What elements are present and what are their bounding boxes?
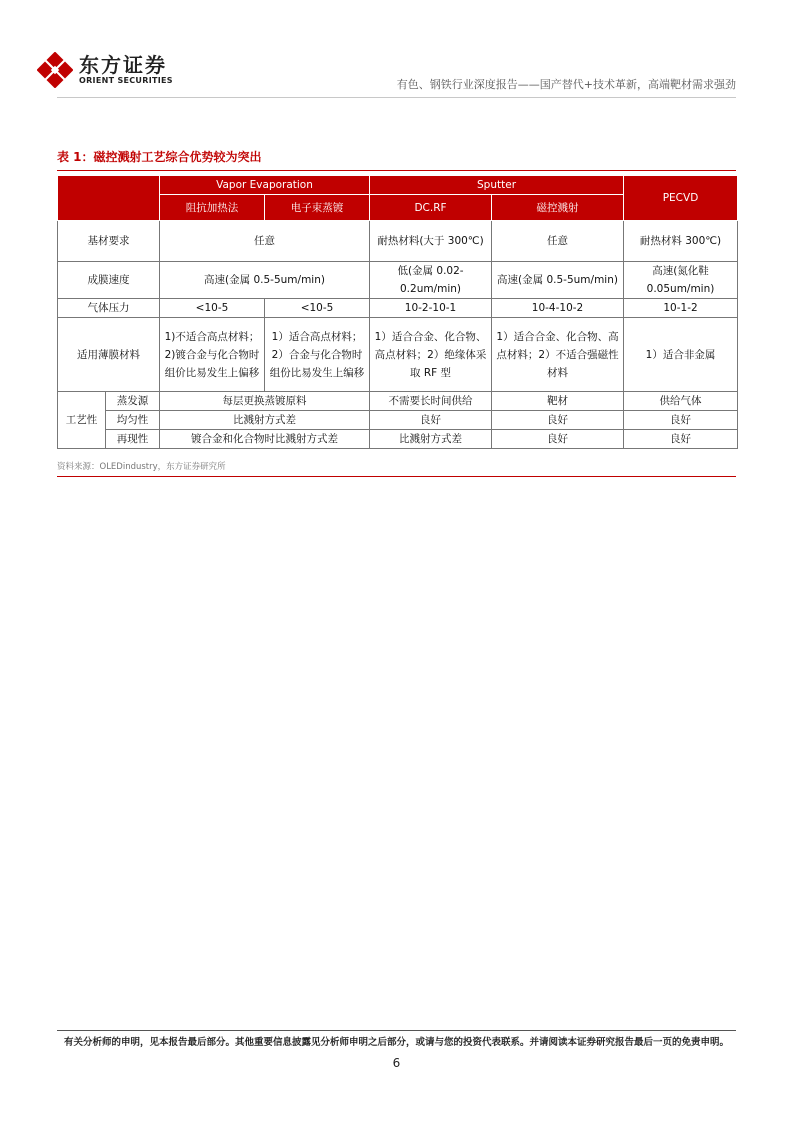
cell-process-magnetron: 良好 bbox=[492, 411, 624, 430]
table-row bbox=[58, 430, 738, 449]
cell-film-dcrf: 1）适合合金、化合物、高点材料；2）绝缘体采取 RF 型 bbox=[370, 318, 492, 392]
cell-process-magnetron: 良好 bbox=[492, 430, 624, 449]
header-vapor: Vapor Evaporation bbox=[160, 176, 370, 195]
cell-process-pecvd: 供给气体 bbox=[624, 392, 738, 411]
orient-logo-icon bbox=[37, 52, 73, 88]
cell-film-magnetron: 1）适合合金、化合物、高点材料；2）不适合强磁性材料 bbox=[492, 318, 624, 392]
process-item-label: 均匀性 bbox=[106, 411, 160, 430]
process-item-label: 再现性 bbox=[106, 430, 160, 449]
cell-pressure-resist: <10-5 bbox=[160, 299, 265, 318]
source-divider bbox=[57, 476, 736, 477]
header-resist: 阻抗加热法 bbox=[160, 195, 265, 221]
footer-disclaimer: 有关分析师的申明，见本报告最后部分。其他重要信息披露见分析师申明之后部分，或请与您的投资代表联系。并请阅读本证券研究报告最后一页的免责申明。 bbox=[63, 1037, 729, 1048]
cell-process-dcrf: 良好 bbox=[370, 411, 492, 430]
table-row bbox=[58, 262, 738, 299]
table-row bbox=[58, 392, 738, 411]
table-row bbox=[58, 318, 738, 392]
header-sputter: Sputter bbox=[370, 176, 624, 195]
row-label-process: 工艺性 bbox=[58, 392, 106, 449]
cell-process-magnetron: 靶材 bbox=[492, 392, 624, 411]
cell-pressure-ebeam: <10-5 bbox=[265, 299, 370, 318]
caption-divider bbox=[57, 170, 736, 171]
footer-divider bbox=[57, 1030, 736, 1031]
header-magnetron: 磁控溅射 bbox=[492, 195, 624, 221]
header-pecvd: PECVD bbox=[624, 176, 738, 221]
header-divider bbox=[57, 97, 736, 98]
cell-pressure-dcrf: 10-2-10-1 bbox=[370, 299, 492, 318]
row-label-pressure: 气体压力 bbox=[58, 299, 160, 318]
logo-english-name: ORIENT SECURITIES bbox=[79, 76, 173, 85]
report-title: 有色、钢铁行业深度报告——国产替代+技术革新，高端靶材需求强劲 bbox=[396, 78, 736, 91]
row-label-film: 适用薄膜材料 bbox=[58, 318, 160, 392]
header-dcrf: DC.RF bbox=[370, 195, 492, 221]
cell-film-resist: 1)不适合高点材料；2)镀合金与化合物时组价比易发生上偏移 bbox=[160, 318, 265, 392]
header-ebeam: 电子束蒸镀 bbox=[265, 195, 370, 221]
comparison-table bbox=[57, 175, 738, 449]
cell-process-vapor: 每层更换蒸镀原料 bbox=[160, 392, 370, 411]
cell-process-pecvd: 良好 bbox=[624, 430, 738, 449]
cell-process-dcrf: 比溅射方式差 bbox=[370, 430, 492, 449]
page-number: 6 bbox=[392, 1056, 401, 1070]
table-row bbox=[58, 411, 738, 430]
cell-process-dcrf: 不需要长时间供给 bbox=[370, 392, 492, 411]
cell-process-pecvd: 良好 bbox=[624, 411, 738, 430]
cell-base-magnetron: 任意 bbox=[492, 221, 624, 262]
header-corner bbox=[58, 176, 160, 221]
cell-pressure-magnetron: 10-4-10-2 bbox=[492, 299, 624, 318]
cell-pressure-pecvd: 10-1-2 bbox=[624, 299, 738, 318]
cell-speed-magnetron: 高速(金属 0.5-5um/min) bbox=[492, 262, 624, 299]
cell-film-pecvd: 1）适合非金属 bbox=[624, 318, 738, 392]
company-logo bbox=[37, 52, 173, 88]
process-item-label: 蒸发源 bbox=[106, 392, 160, 411]
cell-base-dcrf: 耐热材料(大于 300℃) bbox=[370, 221, 492, 262]
cell-speed-dcrf: 低(金属 0.02-0.2um/min) bbox=[370, 262, 492, 299]
table-caption: 表 1：磁控溅射工艺综合优势较为突出 bbox=[57, 150, 262, 164]
row-label-base: 基材要求 bbox=[58, 221, 160, 262]
table-row bbox=[58, 221, 738, 262]
table-source: 资料来源：OLEDindustry，东方证券研究所 bbox=[57, 462, 226, 472]
cell-base-pecvd: 耐热材料 300℃) bbox=[624, 221, 738, 262]
cell-film-ebeam: 1）适合高点材料；2）合金与化合物时组份比易发生上编移 bbox=[265, 318, 370, 392]
logo-chinese-name: 东方证券 bbox=[79, 53, 167, 77]
cell-process-vapor: 镀合金和化合物时比溅射方式差 bbox=[160, 430, 370, 449]
cell-speed-vapor: 高速(金属 0.5-5um/min) bbox=[160, 262, 370, 299]
header-row-top bbox=[58, 176, 738, 195]
table-row bbox=[58, 299, 738, 318]
cell-base-vapor: 任意 bbox=[160, 221, 370, 262]
row-label-speed: 成膜速度 bbox=[58, 262, 160, 299]
cell-process-vapor: 比溅射方式差 bbox=[160, 411, 370, 430]
cell-speed-pecvd: 高速(氮化鞋 0.05um/min) bbox=[624, 262, 738, 299]
